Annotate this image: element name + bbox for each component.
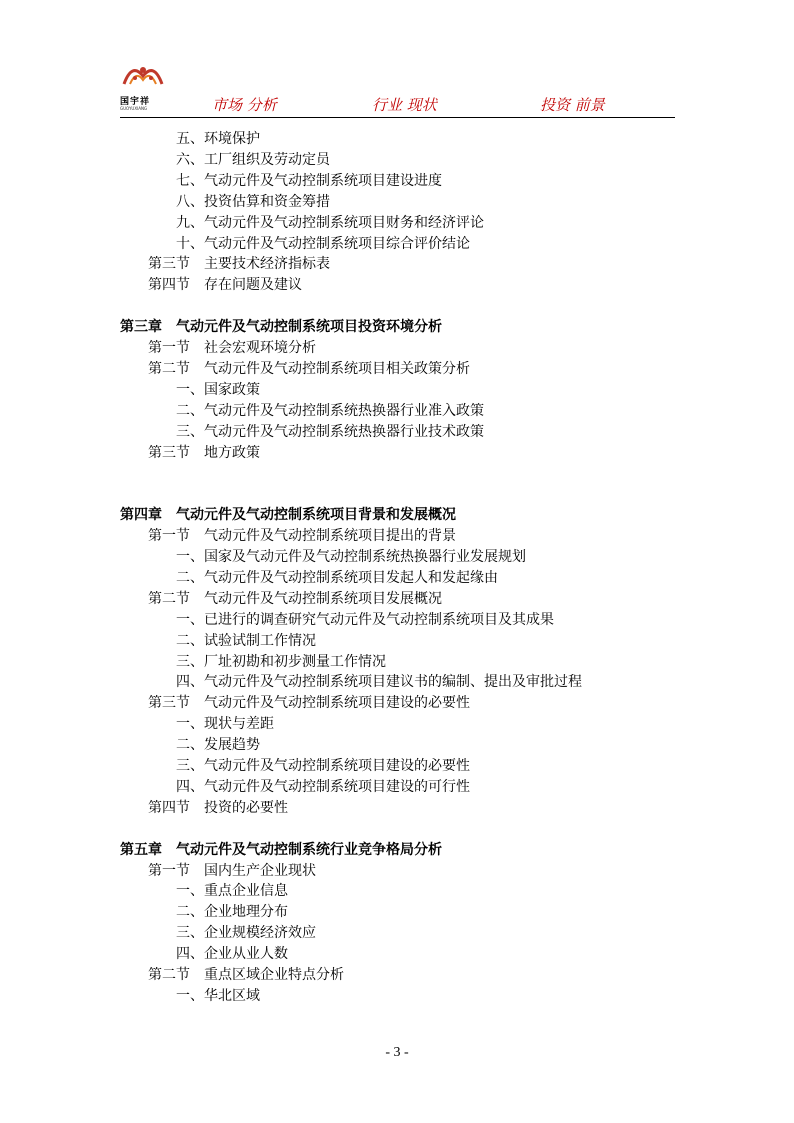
toc-item: 二、发展趋势 (176, 737, 260, 754)
toc-section: 第一节 国内生产企业现状 (148, 862, 316, 879)
toc-item: 一、国家政策 (176, 381, 260, 398)
header-tag-investment: 投资 前景 (540, 96, 605, 114)
toc-item: 八、投资估算和资金筹措 (176, 193, 330, 210)
toc-item: 五、环境保护 (176, 131, 260, 147)
page-number: - 3 - (385, 1045, 409, 1060)
toc-item: 二、企业地理分布 (176, 904, 288, 921)
toc-item: 二、试验试制工作情况 (176, 632, 316, 649)
logo-emblem-icon (120, 58, 166, 92)
toc-section: 第一节 社会宏观环境分析 (148, 340, 316, 356)
page-header (120, 58, 675, 118)
toc-section: 第三节 地方政策 (148, 444, 260, 461)
toc-section: 第一节 气动元件及气动控制系统项目提出的背景 (148, 528, 456, 545)
toc-item: 一、华北区域 (176, 987, 260, 1004)
company-logo (120, 58, 170, 110)
toc-item: 三、厂址初勘和初步测量工作情况 (176, 653, 386, 670)
toc-section: 第二节 气动元件及气动控制系统项目发展概况 (148, 590, 442, 607)
toc-section: 第三节 主要技术经济指标表 (148, 256, 330, 273)
toc-item: 四、气动元件及气动控制系统项目建议书的编制、提出及审批过程 (176, 674, 582, 691)
toc-item: 四、企业从业人数 (176, 946, 288, 963)
toc-chapter: 第五章 气动元件及气动控制系统行业竞争格局分析 (120, 841, 442, 858)
toc-item: 四、气动元件及气动控制系统项目建设的可行性 (176, 778, 470, 795)
toc-item: 十、气动元件及气动控制系统项目综合评价结论 (176, 235, 470, 252)
toc-item: 二、气动元件及气动控制系统项目发起人和发起缘由 (176, 569, 498, 586)
toc-item: 二、气动元件及气动控制系统热换器行业准入政策 (176, 402, 484, 419)
toc-item: 六、工厂组织及劳动定员 (176, 151, 330, 168)
logo-sub: GUOYUXIANG (120, 106, 148, 111)
toc-section: 第二节 气动元件及气动控制系统项目相关政策分析 (148, 360, 470, 377)
toc-item: 七、气动元件及气动控制系统项目建设进度 (176, 172, 442, 189)
toc-section: 第三节 气动元件及气动控制系统项目建设的必要性 (148, 695, 470, 712)
toc-chapter: 第四章 气动元件及气动控制系统项目背景和发展概况 (120, 507, 456, 524)
header-tag-industry: 行业 现状 (372, 96, 437, 114)
toc-item: 一、现状与差距 (176, 716, 274, 733)
toc-section: 第四节 投资的必要性 (148, 799, 288, 816)
toc-item: 三、企业规模经济效应 (176, 925, 316, 942)
toc-item: 一、重点企业信息 (176, 883, 288, 900)
toc-item: 九、气动元件及气动控制系统项目财务和经济评论 (176, 214, 484, 231)
toc-chapter: 第三章 气动元件及气动控制系统项目投资环境分析 (120, 319, 442, 336)
toc-item: 三、气动元件及气动控制系统热换器行业技术政策 (176, 423, 484, 440)
header-rule (120, 117, 675, 118)
logo-name: 国宇祥 (120, 97, 151, 107)
toc-item: 三、气动元件及气动控制系统项目建设的必要性 (176, 758, 470, 774)
toc-item: 一、已进行的调查研究气动元件及气动控制系统项目及其成果 (176, 611, 554, 628)
header-tag-market: 市场 分析 (212, 96, 277, 114)
toc-section: 第二节 重点区域企业特点分析 (148, 967, 344, 983)
toc-item: 一、国家及气动元件及气动控制系统热换器行业发展规划 (176, 549, 526, 565)
toc-section: 第四节 存在问题及建议 (148, 277, 302, 294)
